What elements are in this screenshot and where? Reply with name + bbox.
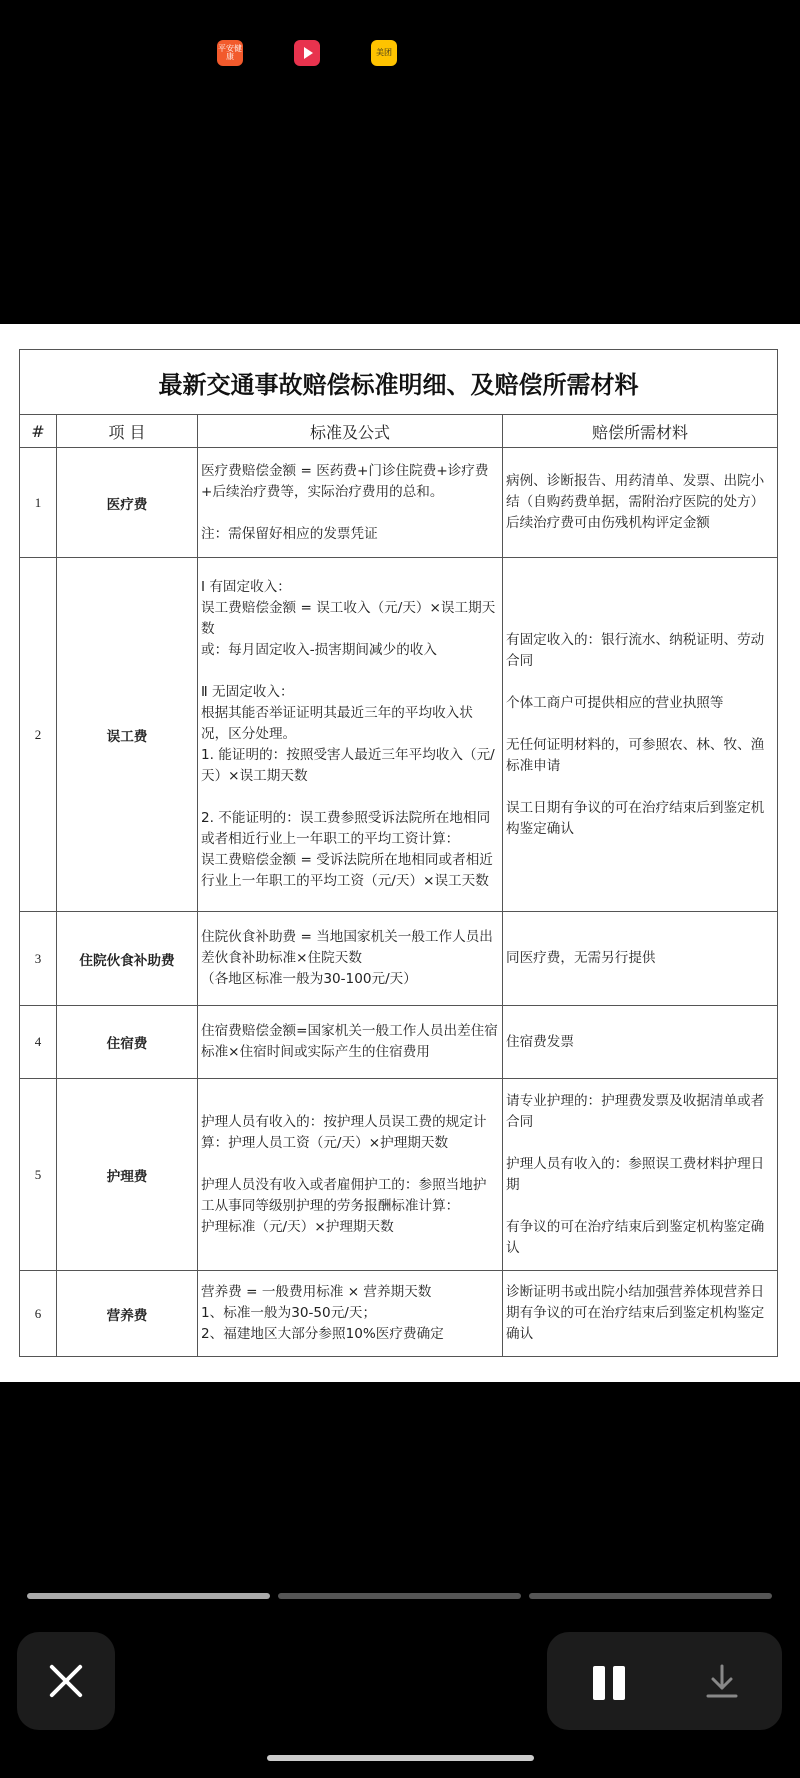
table-row [20, 558, 778, 912]
table-row [20, 1079, 778, 1271]
row-materials: 同医疗费，无需另行提供 [503, 912, 778, 1006]
row-standard: Ⅰ 有固定收入： 误工费赔偿金额 = 误工收入（元/天）×误工期天数 或：每月固定收入-损害期间减少的收入 Ⅱ 无固定收入： 根据其能否举证证明其最近三年的平均收入状况，区分处理。 1. 能证明的：按照受害人最近三年平均收入（元/天）×误工期天数 2. 不能证明的：误工费参照受诉法院所在地相同或者相近行业上一年职工的平均工资计算： 误工费赔偿金额 = 受诉法院所在地相同或者相近行业上一年职工的平均工资（元/天）×误工天数 [198, 558, 503, 912]
table-row [20, 1006, 778, 1079]
video-app-icon [294, 40, 320, 66]
pause-button[interactable] [591, 1666, 627, 1700]
table-row [20, 912, 778, 1006]
row-materials: 病例、诊断报告、用药清单、发票、出院小结（自购药费单据，需附治疗医院的处方） 后续治疗费可由伤残机构评定金额 [503, 448, 778, 558]
row-standard: 营养费 = 一般费用标准 × 营养期天数 1、标准一般为30-50元/天； 2、福建地区大部分参照10%医疗费确定 [198, 1271, 503, 1357]
header-standard: 标准及公式 [198, 415, 503, 448]
row-standard: 医疗费赔偿金额 = 医药费+门诊住院费+诊疗费+后续治疗费等，实际治疗费用的总和。 注：需保留好相应的发票凭证 [198, 448, 503, 558]
row-standard: 住院伙食补助费 = 当地国家机关一般工作人员出差伙食补助标准×住院天数 （各地区标准一般为30-100元/天） [198, 912, 503, 1006]
header-item: 项 目 [57, 415, 198, 448]
row-materials: 诊断证明书或出院小结加强营养体现营养日期有争议的可在治疗结束后到鉴定机构鉴定确认 [503, 1271, 778, 1357]
pause-icon-bar-right [613, 1666, 625, 1700]
compensation-table [19, 349, 778, 1357]
row-num: 2 [20, 558, 57, 912]
row-standard: 护理人员有收入的：按护理人员误工费的规定计算：护理人员工资（元/天）×护理期天数 护理人员没有收入或者雇佣护工的：参照当地护工从事同等级别护理的劳务报酬标准计算： 护理标准（元/天）×护理期天数 [198, 1079, 503, 1271]
carousel-progress-3[interactable] [529, 1593, 772, 1599]
carousel-progress-2[interactable] [278, 1593, 521, 1599]
table-row [20, 1271, 778, 1357]
download-button[interactable] [702, 1662, 742, 1702]
row-item: 护理费 [57, 1079, 198, 1271]
row-materials: 请专业护理的：护理费发票及收据清单或者合同 护理人员有收入的：参照误工费材料护理日期 有争议的可在治疗结束后到鉴定机构鉴定确认 [503, 1079, 778, 1271]
table-title-row [20, 350, 778, 415]
row-materials: 有固定收入的：银行流水、纳税证明、劳动合同 个体工商户可提供相应的营业执照等 无任何证明材料的，可参照农、林、牧、渔标准申请 误工日期有争议的可在治疗结束后到鉴定机构鉴定确认 [503, 558, 778, 912]
row-num: 3 [20, 912, 57, 1006]
pause-icon-bar-left [593, 1666, 605, 1700]
row-standard: 住宿费赔偿金额=国家机关一般工作人员出差住宿标准×住宿时间或实际产生的住宿费用 [198, 1006, 503, 1079]
row-num: 5 [20, 1079, 57, 1271]
close-icon [48, 1663, 84, 1699]
row-item: 医疗费 [57, 448, 198, 558]
row-num: 4 [20, 1006, 57, 1079]
close-button[interactable] [17, 1632, 115, 1730]
row-num: 6 [20, 1271, 57, 1357]
table-header-row [20, 415, 778, 448]
row-num: 1 [20, 448, 57, 558]
row-item: 营养费 [57, 1271, 198, 1357]
row-item: 住宿费 [57, 1006, 198, 1079]
status-icons [217, 40, 397, 68]
play-icon [304, 47, 313, 59]
row-item: 住院伙食补助费 [57, 912, 198, 1006]
document-image [0, 324, 800, 1382]
download-icon [702, 1662, 742, 1702]
row-materials: 住宿费发票 [503, 1006, 778, 1079]
header-materials: 赔偿所需材料 [503, 415, 778, 448]
row-item: 误工费 [57, 558, 198, 912]
meituan-app-icon: 美团 [371, 40, 397, 66]
home-indicator[interactable] [267, 1755, 534, 1761]
media-controls [547, 1632, 782, 1730]
header-num: # [20, 415, 57, 448]
table-row [20, 448, 778, 558]
carousel-progress-1[interactable] [27, 1593, 270, 1599]
pingan-health-app-icon: 平安健康 [217, 40, 243, 66]
document-title: 最新交通事故赔偿标准明细、及赔偿所需材料 [20, 350, 778, 415]
